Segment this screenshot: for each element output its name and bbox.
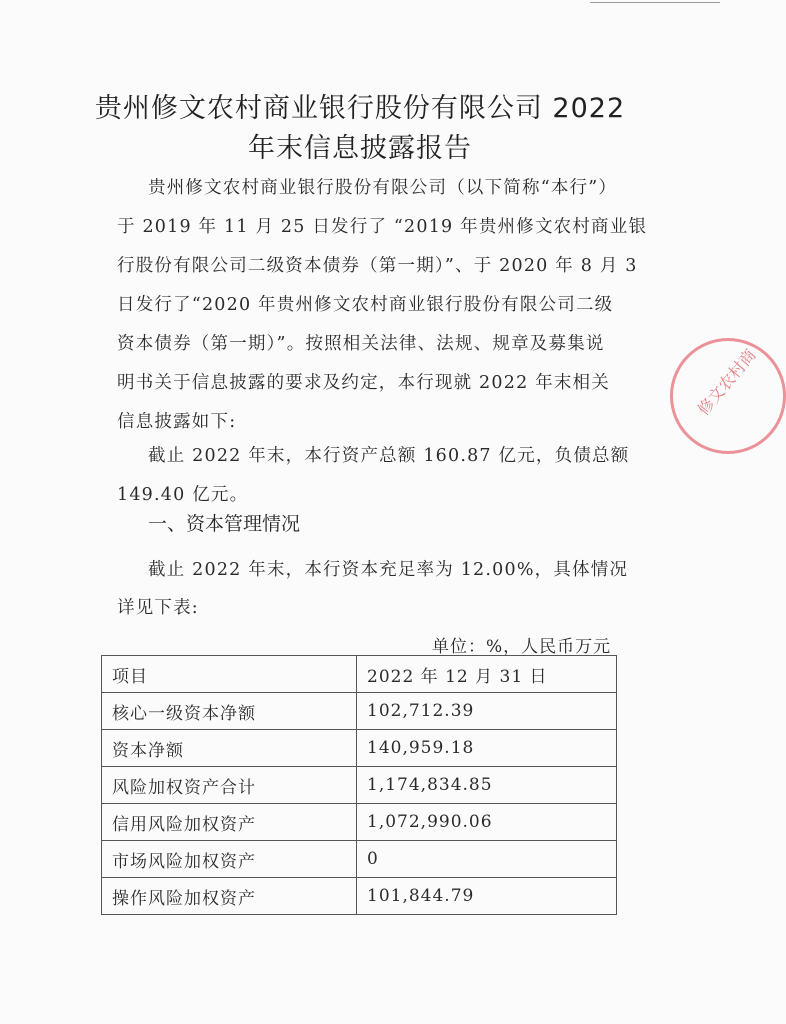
document-title-line-2: 年末信息披露报告 <box>248 133 472 164</box>
capital-line: 截止 2022 年末，本行资本充足率为 12.00%，具体情况 <box>148 560 629 580</box>
capital-table <box>101 655 617 915</box>
table-cell-item: 资本净额 <box>102 730 357 767</box>
table-cell-value: 1,072,990.06 <box>357 804 617 841</box>
assets-line: 截止 2022 年末，本行资产总额 160.87 亿元，负债总额 <box>148 446 630 466</box>
unit-label: 单位：%，人民币万元 <box>432 637 612 657</box>
table-header-cell: 2022 年 12 月 31 日 <box>357 656 617 693</box>
table-cell-item: 操作风险加权资产 <box>102 878 357 915</box>
table-cell-item: 信用风险加权资产 <box>102 804 357 841</box>
table-cell-value: 1,174,834.85 <box>357 767 617 804</box>
intro-line: 信息披露如下: <box>117 412 237 432</box>
assets-line: 149.40 亿元。 <box>117 485 249 505</box>
table-row <box>102 767 617 804</box>
table-cell-item: 风险加权资产合计 <box>102 767 357 804</box>
document-title-line-1: 贵州修文农村商业银行股份有限公司 2022 <box>94 93 626 124</box>
table-cell-item: 核心一级资本净额 <box>102 693 357 730</box>
table-cell-value: 0 <box>357 841 617 878</box>
table-cell-value: 101,844.79 <box>357 878 617 915</box>
table-row <box>102 878 617 915</box>
top-rule <box>590 2 720 3</box>
intro-line: 日发行了“2020 年贵州修文农村商业银行股份有限公司二级 <box>117 295 614 315</box>
table-cell-value: 102,712.39 <box>357 693 617 730</box>
intro-line: 于 2019 年 11 月 25 日发行了 “2019 年贵州修文农村商业银 <box>117 217 648 237</box>
intro-line: 资本债券（第一期）”。按照相关法律、法规、规章及募集说 <box>117 334 605 354</box>
intro-line: 明书关于信息披露的要求及约定，本行现就 2022 年末相关 <box>117 373 610 393</box>
table-header-row <box>102 656 617 693</box>
seal-text: 修文农村商 <box>693 345 760 419</box>
table-header-cell: 项目 <box>102 656 357 693</box>
table-cell-value: 140,959.18 <box>357 730 617 767</box>
table-cell-item: 市场风险加权资产 <box>102 841 357 878</box>
table-row <box>102 730 617 767</box>
table-row <box>102 804 617 841</box>
intro-line: 行股份有限公司二级资本债券（第一期）”、于 2020 年 8 月 3 <box>117 256 638 276</box>
intro-line: 贵州修文农村商业银行股份有限公司（以下简称“本行”） <box>148 178 618 198</box>
table-row <box>102 693 617 730</box>
capital-line: 详见下表: <box>117 598 199 618</box>
table-row <box>102 841 617 878</box>
section-heading-capital: 一、资本管理情况 <box>148 513 301 535</box>
